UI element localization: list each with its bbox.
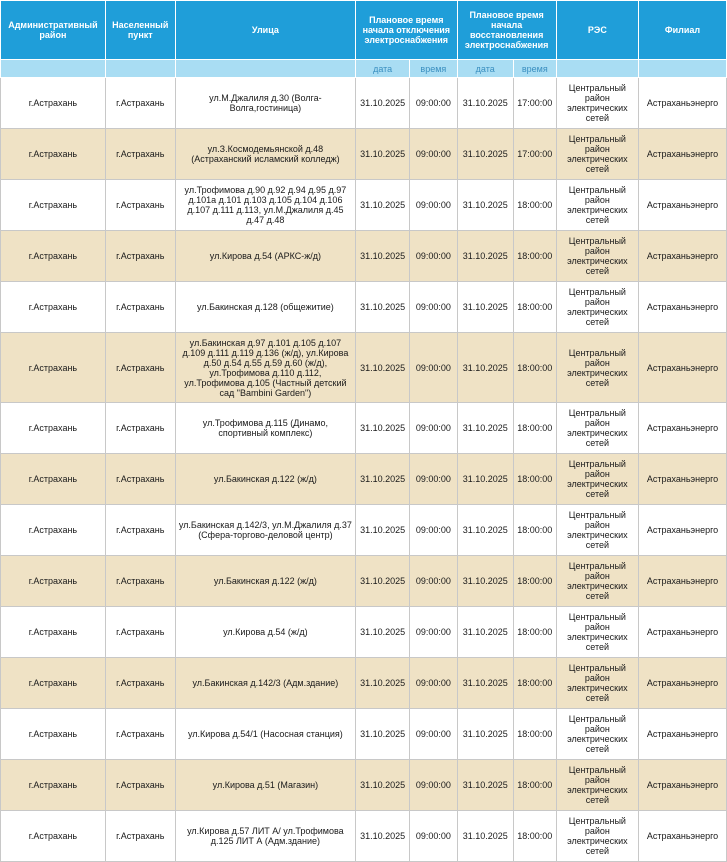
subheader-empty <box>175 60 355 78</box>
table-row <box>1 607 727 658</box>
table-header <box>1 1 727 78</box>
cell-res: Центральный район электрических сетей <box>556 556 638 607</box>
table-row <box>1 556 727 607</box>
cell-off-time: 09:00:00 <box>410 607 457 658</box>
cell-district: г.Астрахань <box>1 454 106 505</box>
cell-branch: Астраханьэнерго <box>639 231 727 282</box>
cell-district: г.Астрахань <box>1 709 106 760</box>
cell-street: ул.Трофимова д.90 д.92 д.94 д.95 д.97 д.101а д.101 д.103 д.105 д.104 д.106 д.107 д.111 д.113, ул.М.Джалиля д.45 д.47 д.48 <box>175 180 355 231</box>
cell-off-time: 09:00:00 <box>410 231 457 282</box>
cell-off-time: 09:00:00 <box>410 811 457 862</box>
cell-street: ул.Бакинская д.122 (ж/д) <box>175 454 355 505</box>
table-row <box>1 760 727 811</box>
subheader-empty <box>639 60 727 78</box>
cell-branch: Астраханьэнерго <box>639 811 727 862</box>
table-row <box>1 129 727 180</box>
cell-off-time: 09:00:00 <box>410 556 457 607</box>
cell-off-date: 31.10.2025 <box>356 760 410 811</box>
cell-on-date: 31.10.2025 <box>457 129 513 180</box>
cell-on-time: 18:00:00 <box>513 454 556 505</box>
subheader-off-time: время <box>410 60 457 78</box>
cell-on-date: 31.10.2025 <box>457 607 513 658</box>
subheader-on-date: дата <box>457 60 513 78</box>
cell-res: Центральный район электрических сетей <box>556 282 638 333</box>
cell-off-time: 09:00:00 <box>410 658 457 709</box>
cell-district: г.Астрахань <box>1 129 106 180</box>
cell-res: Центральный район электрических сетей <box>556 505 638 556</box>
cell-res: Центральный район электрических сетей <box>556 658 638 709</box>
cell-res: Центральный район электрических сетей <box>556 333 638 403</box>
cell-on-time: 18:00:00 <box>513 811 556 862</box>
cell-street: ул.Бакинская д.97 д.101 д.105 д.107 д.109 д.111 д.119 д.136 (ж/д), ул.Кирова д.50 д.54 д.55 д.59 д.60 (ж/д), ул.Трофимова д.110 д.112, ул.Трофимова д.105 (Частный детский сад "Bambini Garden") <box>175 333 355 403</box>
cell-res: Центральный район электрических сетей <box>556 760 638 811</box>
cell-street: ул.Кирова д.54/1 (Насосная станция) <box>175 709 355 760</box>
cell-on-date: 31.10.2025 <box>457 658 513 709</box>
table-row <box>1 180 727 231</box>
cell-branch: Астраханьэнерго <box>639 556 727 607</box>
cell-street: ул.Кирова д.51 (Магазин) <box>175 760 355 811</box>
cell-district: г.Астрахань <box>1 658 106 709</box>
cell-off-time: 09:00:00 <box>410 505 457 556</box>
cell-res: Центральный район электрических сетей <box>556 403 638 454</box>
cell-off-time: 09:00:00 <box>410 333 457 403</box>
cell-on-date: 31.10.2025 <box>457 505 513 556</box>
cell-town: г.Астрахань <box>105 760 175 811</box>
cell-district: г.Астрахань <box>1 333 106 403</box>
cell-street: ул.Кирова д.54 (ж/д) <box>175 607 355 658</box>
cell-off-time: 09:00:00 <box>410 709 457 760</box>
cell-on-time: 18:00:00 <box>513 505 556 556</box>
cell-on-date: 31.10.2025 <box>457 78 513 129</box>
cell-on-date: 31.10.2025 <box>457 811 513 862</box>
table-row <box>1 658 727 709</box>
cell-res: Центральный район электрических сетей <box>556 454 638 505</box>
subheader-empty <box>556 60 638 78</box>
cell-off-date: 31.10.2025 <box>356 129 410 180</box>
cell-on-time: 18:00:00 <box>513 607 556 658</box>
table-row <box>1 231 727 282</box>
cell-on-time: 17:00:00 <box>513 129 556 180</box>
table-row <box>1 709 727 760</box>
cell-off-date: 31.10.2025 <box>356 180 410 231</box>
cell-on-time: 18:00:00 <box>513 403 556 454</box>
cell-res: Центральный район электрических сетей <box>556 607 638 658</box>
cell-off-date: 31.10.2025 <box>356 78 410 129</box>
header-branch: Филиал <box>639 1 727 60</box>
cell-on-date: 31.10.2025 <box>457 709 513 760</box>
cell-street: ул.Трофимова д.115 (Динамо, спортивный комплекс) <box>175 403 355 454</box>
cell-branch: Астраханьэнерго <box>639 403 727 454</box>
header-street: Улица <box>175 1 355 60</box>
cell-town: г.Астрахань <box>105 556 175 607</box>
cell-district: г.Астрахань <box>1 180 106 231</box>
cell-district: г.Астрахань <box>1 505 106 556</box>
cell-on-time: 18:00:00 <box>513 333 556 403</box>
cell-res: Центральный район электрических сетей <box>556 180 638 231</box>
table-body <box>1 78 727 862</box>
cell-off-date: 31.10.2025 <box>356 658 410 709</box>
subheader-empty <box>105 60 175 78</box>
header-district: Административный район <box>1 1 106 60</box>
cell-on-time: 18:00:00 <box>513 556 556 607</box>
cell-branch: Астраханьэнерго <box>639 180 727 231</box>
header-off-time: Плановое время начала отключения электроснабжения <box>356 1 457 60</box>
table-row <box>1 454 727 505</box>
cell-town: г.Астрахань <box>105 505 175 556</box>
cell-off-time: 09:00:00 <box>410 760 457 811</box>
cell-res: Центральный район электрических сетей <box>556 709 638 760</box>
table-row <box>1 78 727 129</box>
cell-res: Центральный район электрических сетей <box>556 129 638 180</box>
header-town: Населенный пункт <box>105 1 175 60</box>
cell-on-date: 31.10.2025 <box>457 556 513 607</box>
cell-res: Центральный район электрических сетей <box>556 78 638 129</box>
cell-off-time: 09:00:00 <box>410 282 457 333</box>
cell-town: г.Астрахань <box>105 333 175 403</box>
cell-district: г.Астрахань <box>1 811 106 862</box>
cell-street: ул.Кирова д.57 ЛИТ А/ ул.Трофимова д.125 ЛИТ А (Адм.здание) <box>175 811 355 862</box>
cell-town: г.Астрахань <box>105 454 175 505</box>
cell-off-date: 31.10.2025 <box>356 709 410 760</box>
cell-off-date: 31.10.2025 <box>356 454 410 505</box>
cell-on-time: 18:00:00 <box>513 760 556 811</box>
cell-street: ул.Бакинская д.128 (общежитие) <box>175 282 355 333</box>
cell-town: г.Астрахань <box>105 78 175 129</box>
cell-district: г.Астрахань <box>1 760 106 811</box>
cell-district: г.Астрахань <box>1 78 106 129</box>
table-row <box>1 333 727 403</box>
cell-res: Центральный район электрических сетей <box>556 231 638 282</box>
cell-on-date: 31.10.2025 <box>457 454 513 505</box>
subheader-on-time: время <box>513 60 556 78</box>
subheader-off-date: дата <box>356 60 410 78</box>
cell-street: ул.М.Джалиля д.30 (Волга-Волга,гостиница) <box>175 78 355 129</box>
cell-off-date: 31.10.2025 <box>356 556 410 607</box>
cell-on-date: 31.10.2025 <box>457 180 513 231</box>
cell-town: г.Астрахань <box>105 403 175 454</box>
cell-street: ул.З.Космодемьянской д.48 (Астраханский исламский колледж) <box>175 129 355 180</box>
cell-off-date: 31.10.2025 <box>356 282 410 333</box>
cell-branch: Астраханьэнерго <box>639 709 727 760</box>
cell-town: г.Астрахань <box>105 607 175 658</box>
cell-on-time: 18:00:00 <box>513 231 556 282</box>
cell-street: ул.Кирова д.54 (АРКС-ж/д) <box>175 231 355 282</box>
cell-branch: Астраханьэнерго <box>639 454 727 505</box>
cell-town: г.Астрахань <box>105 709 175 760</box>
cell-town: г.Астрахань <box>105 658 175 709</box>
cell-district: г.Астрахань <box>1 282 106 333</box>
cell-town: г.Астрахань <box>105 282 175 333</box>
cell-on-time: 18:00:00 <box>513 709 556 760</box>
cell-town: г.Астрахань <box>105 129 175 180</box>
cell-district: г.Астрахань <box>1 403 106 454</box>
cell-off-date: 31.10.2025 <box>356 811 410 862</box>
cell-street: ул.Бакинская д.142/3, ул.М.Джалиля д.37 (Сфера-торгово-деловой центр) <box>175 505 355 556</box>
cell-branch: Астраханьэнерго <box>639 658 727 709</box>
cell-branch: Астраханьэнерго <box>639 607 727 658</box>
cell-branch: Астраханьэнерго <box>639 129 727 180</box>
cell-off-time: 09:00:00 <box>410 78 457 129</box>
cell-branch: Астраханьэнерго <box>639 282 727 333</box>
cell-district: г.Астрахань <box>1 607 106 658</box>
cell-off-time: 09:00:00 <box>410 454 457 505</box>
cell-off-date: 31.10.2025 <box>356 505 410 556</box>
cell-branch: Астраханьэнерго <box>639 78 727 129</box>
cell-off-time: 09:00:00 <box>410 180 457 231</box>
cell-off-date: 31.10.2025 <box>356 403 410 454</box>
cell-res: Центральный район электрических сетей <box>556 811 638 862</box>
cell-off-date: 31.10.2025 <box>356 333 410 403</box>
subheader-empty <box>1 60 106 78</box>
cell-branch: Астраханьэнерго <box>639 505 727 556</box>
cell-street: ул.Бакинская д.142/3 (Адм.здание) <box>175 658 355 709</box>
cell-on-date: 31.10.2025 <box>457 231 513 282</box>
cell-off-date: 31.10.2025 <box>356 607 410 658</box>
header-res: РЭС <box>556 1 638 60</box>
cell-town: г.Астрахань <box>105 811 175 862</box>
cell-on-time: 17:00:00 <box>513 78 556 129</box>
cell-off-time: 09:00:00 <box>410 403 457 454</box>
cell-town: г.Астрахань <box>105 180 175 231</box>
cell-street: ул.Бакинская д.122 (ж/д) <box>175 556 355 607</box>
cell-district: г.Астрахань <box>1 231 106 282</box>
table-row <box>1 282 727 333</box>
cell-on-date: 31.10.2025 <box>457 403 513 454</box>
cell-on-time: 18:00:00 <box>513 658 556 709</box>
cell-off-date: 31.10.2025 <box>356 231 410 282</box>
table-row <box>1 403 727 454</box>
cell-on-time: 18:00:00 <box>513 180 556 231</box>
header-on-time: Плановое время начала восстановления электроснабжения <box>457 1 556 60</box>
cell-on-time: 18:00:00 <box>513 282 556 333</box>
cell-on-date: 31.10.2025 <box>457 760 513 811</box>
cell-district: г.Астрахань <box>1 556 106 607</box>
cell-off-time: 09:00:00 <box>410 129 457 180</box>
cell-town: г.Астрахань <box>105 231 175 282</box>
cell-branch: Астраханьэнерго <box>639 333 727 403</box>
cell-branch: Астраханьэнерго <box>639 760 727 811</box>
table-row <box>1 505 727 556</box>
cell-on-date: 31.10.2025 <box>457 333 513 403</box>
cell-on-date: 31.10.2025 <box>457 282 513 333</box>
